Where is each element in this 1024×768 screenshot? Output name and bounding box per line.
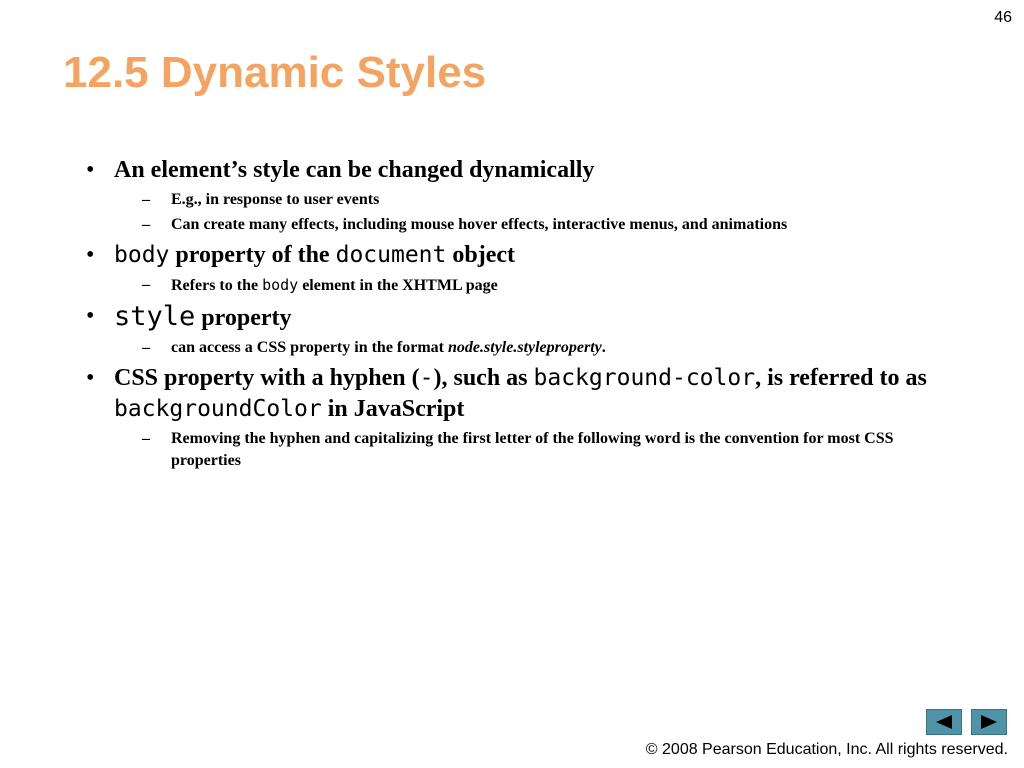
bullet-text: in JavaScript xyxy=(321,396,465,422)
arrow-right-icon xyxy=(978,714,1000,730)
sub-bullet-text: Refers to the xyxy=(171,277,263,294)
bullet-body-property xyxy=(86,240,966,271)
dash-mark: – xyxy=(142,276,150,293)
bullet-text: property xyxy=(195,305,292,331)
page-number: 46 xyxy=(994,9,1012,26)
arrow-left-icon xyxy=(933,714,955,730)
format-example: node.style.styleproperty xyxy=(448,339,602,356)
slide-navigation xyxy=(926,709,1007,735)
code-backgroundcolor: backgroundColor xyxy=(114,396,322,422)
bullet-style-changed-dynamically xyxy=(86,155,966,186)
copyright-footer: © 2008 Pearson Education, Inc. All rights reserved. xyxy=(645,741,1008,758)
bullet-mark: • xyxy=(86,242,95,268)
sub-bullet-text: Can create many effects, including mouse hover effects, interactive menus, and animations xyxy=(171,216,788,233)
slide-title: 12.5 Dynamic Styles xyxy=(63,48,487,97)
code-body: body xyxy=(262,276,299,294)
code-style: style xyxy=(114,301,196,332)
dash-mark: – xyxy=(142,430,150,447)
bullet-text: An element’s style can be changed dynamically xyxy=(114,157,595,183)
code-background-color: background-color xyxy=(533,365,756,391)
sub-bullet-text: Removing the hyphen and capitalizing the first letter of the following word is the convention for most CSS properties xyxy=(171,430,894,469)
bullet-mark: • xyxy=(86,157,95,183)
sub-bullet-text: . xyxy=(601,339,606,356)
sub-bullet-text: element in the XHTML page xyxy=(298,277,498,294)
previous-slide-button[interactable] xyxy=(926,709,962,735)
bullet-text: property of the xyxy=(169,242,336,268)
dash-mark: – xyxy=(142,216,150,233)
code-body: body xyxy=(114,242,170,268)
code-hyphen: - xyxy=(419,365,434,391)
next-slide-button[interactable] xyxy=(971,709,1007,735)
sub-bullet-access-format xyxy=(142,337,966,359)
dash-mark: – xyxy=(142,191,150,208)
slide-body xyxy=(86,155,966,472)
sub-bullet-effects xyxy=(142,214,966,236)
sub-bullet-user-events xyxy=(142,189,966,211)
dash-mark: – xyxy=(142,339,150,356)
bullet-mark: • xyxy=(86,303,95,329)
code-document: document xyxy=(335,242,447,268)
bullet-text: ), such as xyxy=(433,365,534,391)
sub-bullet-convention xyxy=(142,428,966,472)
sub-bullet-text: can access a CSS property in the format xyxy=(171,339,449,356)
sub-bullet-body-element xyxy=(142,274,966,297)
bullet-text: CSS property with a hyphen ( xyxy=(114,365,420,391)
bullet-text: , is referred to as xyxy=(755,365,927,391)
bullet-text: object xyxy=(446,242,516,268)
bullet-mark: • xyxy=(86,365,95,391)
bullet-style-property xyxy=(86,301,966,334)
bullet-hyphen-property xyxy=(86,363,966,425)
sub-bullet-text: E.g., in response to user events xyxy=(171,191,380,208)
